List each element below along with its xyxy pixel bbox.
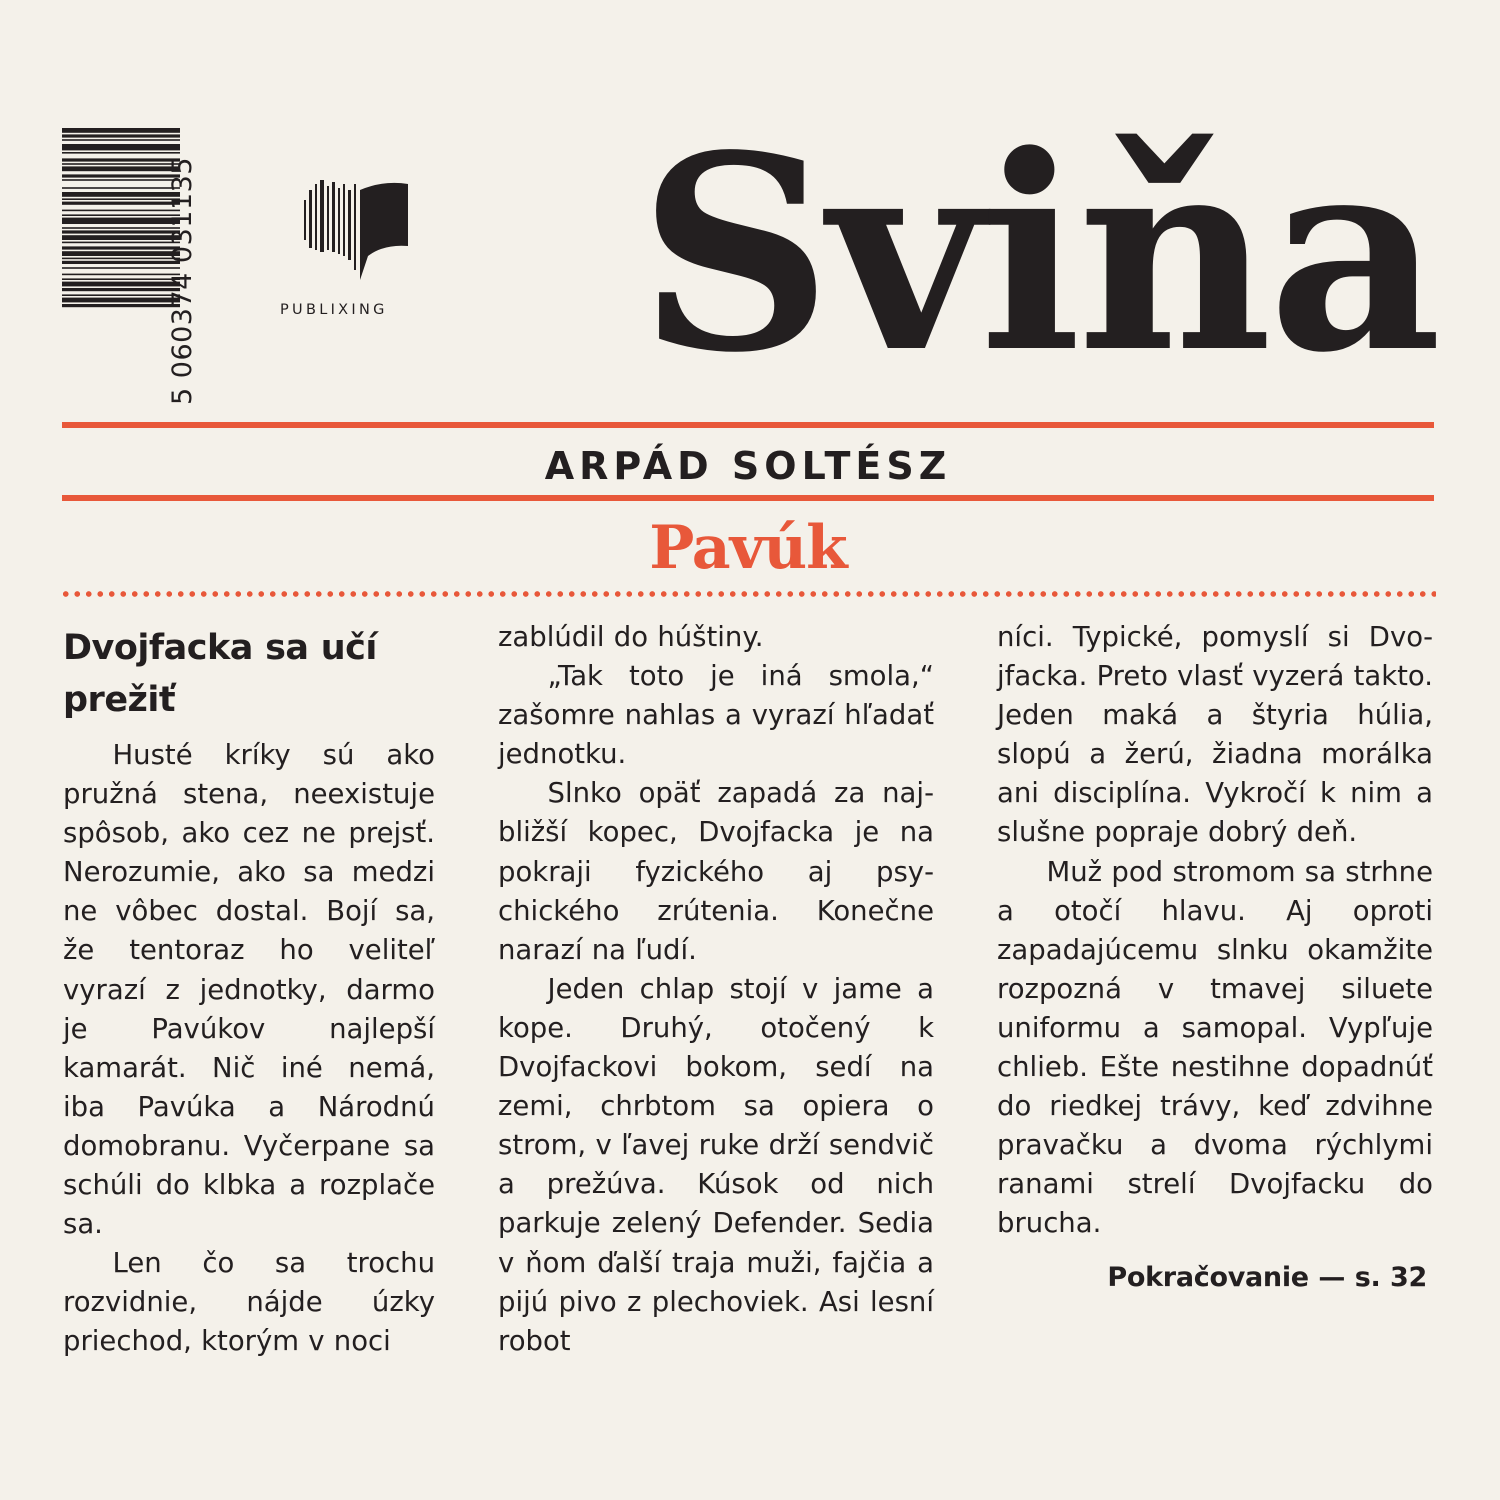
barcode-digits: 5 060374 031135 [167,157,198,405]
subtitle: Pavúk [649,513,847,583]
paragraph: Muž pod stromom sa strhne a otočí hlavu. Aj oproti zapadajúcemu slnku okamžite rozpozná v tmavej siluete uniformu a samopal. Vypľuje chlieb. Ešte nestihne dopadnúť do riedkej trávy, keď zdvihne pravačku a dvoma rýchlymi ranami strelí Dvojfacku do brucha. [997,855,1433,1240]
paragraph: Slnko opäť zapadá za najbližší kopec, Dvojfacka je na pokraji fyzického aj psychického zrútenia. Konečne narazí na ľudí. [498,777,934,966]
barcode [62,128,180,382]
paragraph: Len čo sa trochu rozvidnie, nájde úzky priechod, ktorým v noci [63,1247,435,1358]
bottom-rule [62,495,1434,501]
paragraph: zablúdil do húštiny. [498,621,764,653]
author-name: ARPÁD SOLTÉSZ [544,444,952,488]
publisher-logo-icon [304,180,412,284]
article-column-1 [63,618,435,1362]
dotted-divider [60,590,1436,598]
paragraph: „Tak toto je iná smola,“ zašomre nahlas a vyrazí hľadať jednotku. [498,660,934,771]
top-rule [62,422,1434,428]
book-title: Sviňa [638,97,1438,412]
paragraph: níci. Typické, pomyslí si Dvojfacka. Preto vlasť vyzerá takto. Jeden maká a štyria húlia, slopú a žerú, žiadna morálka ani disciplína. Vykročí k nim a slušne popraje dobrý deň. [997,621,1433,849]
publisher-name: PUBLIXING [280,302,388,318]
article-headline: Dvojfacka sa učí prežiť [63,628,377,720]
article-column-3 [997,618,1433,1297]
paragraph: Jeden chlap stojí v jame a kope. Druhý, otočený k Dvojfackovi bokom, sedí na zemi, chrbtom sa opiera o strom, v ľavej ruke drží sendvič a prežúva. Kúsok od nich parkuje zelený Defender. Sedia v ňom ďalší traja muži, fajčia a pijú pivo z plechoviek. Asi lesní robot [498,972,934,1357]
continuation-note: Pokračovanie — s. 32 [1107,1261,1427,1293]
paragraph: Husté kríky sú ako pružná stena, neexistuje spôsob, ako cez ne prejsť. Nerozumie, ako sa medzi ne vôbec dostal. Bojí sa, že tentoraz ho veliteľ vyrazí z jednotky, darmo je Pavúkov najlepší kamarát. Nič iné nemá, iba Pavúka a Národnú domobranu. Vyčerpane sa schúli do klbka a rozplače sa. [63,739,435,1241]
article-column-2 [498,618,934,1361]
